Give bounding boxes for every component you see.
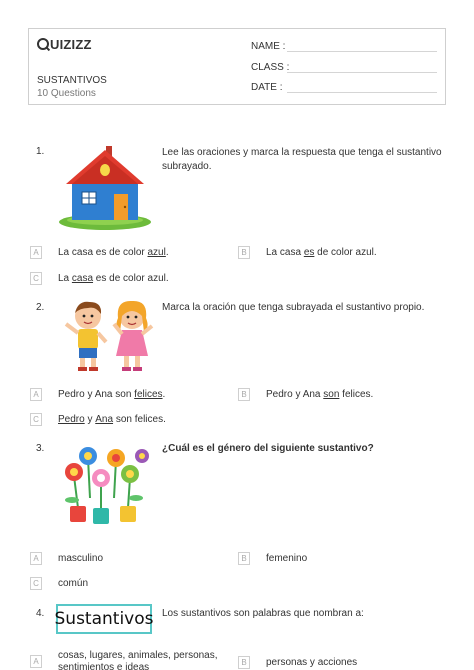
- q3-option-c[interactable]: C común: [30, 577, 88, 590]
- class-field[interactable]: CLASS :: [251, 62, 289, 73]
- name-field[interactable]: NAME :: [251, 41, 285, 52]
- question-4-number: 4.: [36, 608, 45, 619]
- option-letter: A: [30, 655, 42, 668]
- option-letter: A: [30, 388, 42, 401]
- option-letter: C: [30, 413, 42, 426]
- option-letter: B: [238, 552, 250, 565]
- date-field[interactable]: DATE :: [251, 82, 282, 93]
- worksheet-header: [28, 28, 446, 105]
- option-letter: C: [30, 577, 42, 590]
- worksheet-title: SUSTANTIVOS: [37, 75, 107, 86]
- question-4-text: Los sustantivos son palabras que nombran a:: [162, 608, 364, 619]
- question-3-number: 3.: [36, 443, 45, 454]
- q4-option-b[interactable]: B personas y acciones: [238, 656, 357, 669]
- option-letter: C: [30, 272, 42, 285]
- q1-option-a[interactable]: A La casa es de color azul .: [30, 246, 169, 259]
- question-2-number: 2.: [36, 302, 45, 313]
- q2-option-c[interactable]: C Pedro y Ana son felices.: [30, 413, 166, 426]
- house-illustration: [56, 140, 154, 232]
- children-illustration: [60, 296, 160, 374]
- option-letter: B: [238, 246, 250, 259]
- q2-option-b[interactable]: B Pedro y Ana son felices.: [238, 388, 373, 401]
- question-1-text: Lee las oraciones y marca la respuesta que tenga el sustantivo subrayado.: [162, 147, 442, 172]
- q3-option-a[interactable]: A masculino: [30, 552, 103, 565]
- flower-pots-photo: [56, 438, 154, 534]
- question-count: 10 Questions: [37, 88, 96, 99]
- q4-option-a[interactable]: A cosas, lugares, animales, personas, sentimientos e ideas: [30, 650, 218, 670]
- quizizz-logo: UIZIZZ: [37, 37, 92, 52]
- q2-option-a[interactable]: A Pedro y Ana son felices .: [30, 388, 165, 401]
- question-1-number: 1.: [36, 146, 45, 157]
- option-letter: A: [30, 246, 42, 259]
- option-letter: A: [30, 552, 42, 565]
- option-letter: B: [238, 656, 250, 669]
- q1-option-b[interactable]: B La casa es de color azul.: [238, 246, 377, 259]
- question-3-text: ¿Cuál es el género del siguiente sustantivo?: [162, 443, 374, 454]
- logo-q-icon: [37, 38, 49, 50]
- q3-option-b[interactable]: B femenino: [238, 552, 307, 565]
- sustantivos-word-image: Sustantivos: [56, 604, 152, 634]
- q1-option-c[interactable]: C La casa es de color azul.: [30, 272, 169, 285]
- question-2-text: Marca la oración que tenga subrayada el sustantivo propio.: [162, 302, 425, 313]
- option-letter: B: [238, 388, 250, 401]
